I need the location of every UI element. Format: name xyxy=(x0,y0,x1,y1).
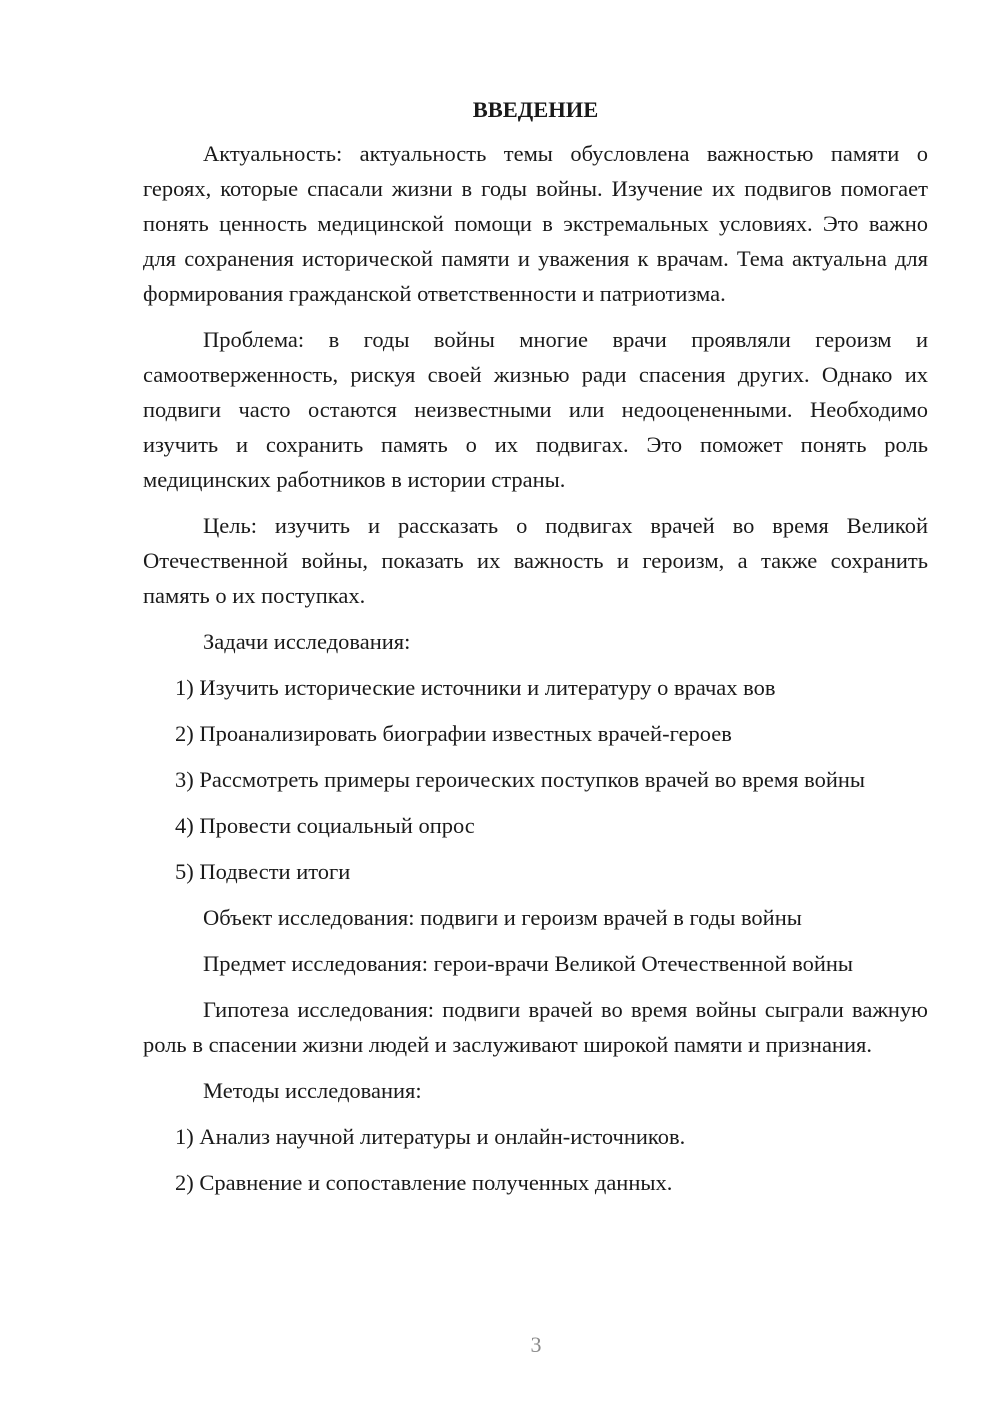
methods-heading: Методы исследования: xyxy=(203,1078,422,1103)
research-subject: Предмет исследования: герои-врачи Великой Отечественной войны xyxy=(203,951,854,976)
goal-paragraph: Цель: изучить и рассказать о подвигах врачей во время Великой Отечественной войны, показать их важность и героизм, а также сохранить память о их поступках. xyxy=(143,513,928,608)
task-item: 2) Проанализировать биографии известных врачей-героев xyxy=(175,721,732,746)
page-title: ВВЕДЕНИЕ xyxy=(472,97,599,122)
method-item: 1) Анализ научной литературы и онлайн-источников. xyxy=(175,1124,686,1149)
tasks-heading: Задачи исследования: xyxy=(203,629,411,654)
hypothesis-paragraph: Гипотеза исследования: подвиги врачей во время войны сыграли важную роль в спасении жизни людей и заслуживают широкой памяти и признания. xyxy=(143,997,928,1057)
document-body xyxy=(143,92,928,1211)
task-item: 3) Рассмотреть примеры героических поступков врачей во время войны xyxy=(175,767,866,792)
method-item: 2) Сравнение и сопоставление полученных данных. xyxy=(175,1170,673,1195)
page-number: 3 xyxy=(530,1332,542,1357)
task-item: 5) Подвести итоги xyxy=(175,859,351,884)
task-item: 1) Изучить исторические источники и литературу о врачах вов xyxy=(175,675,776,700)
research-object: Объект исследования: подвиги и героизм врачей в годы войны xyxy=(203,905,802,930)
relevance-paragraph: Актуальность: актуальность темы обусловлена важностью памяти о героях, которые спасали жизни в годы войны. Изучение их подвигов помогает понять ценность медицинской помощи в экстремальных условиях. Это важно для сохранения исторической памяти и уважения к врачам. Тема актуальна для формирования гражданской ответственности и патриотизма. xyxy=(143,141,928,306)
task-item: 4) Провести социальный опрос xyxy=(175,813,475,838)
problem-paragraph: Проблема: в годы войны многие врачи проявляли героизм и самоотверженность, рискуя своей жизнью ради спасения других. Однако их подвиги часто остаются неизвестными или недооцененными. Необходимо изучить и сохранить память о их подвигах. Это поможет понять роль медицинских работников в истории страны. xyxy=(143,327,928,492)
